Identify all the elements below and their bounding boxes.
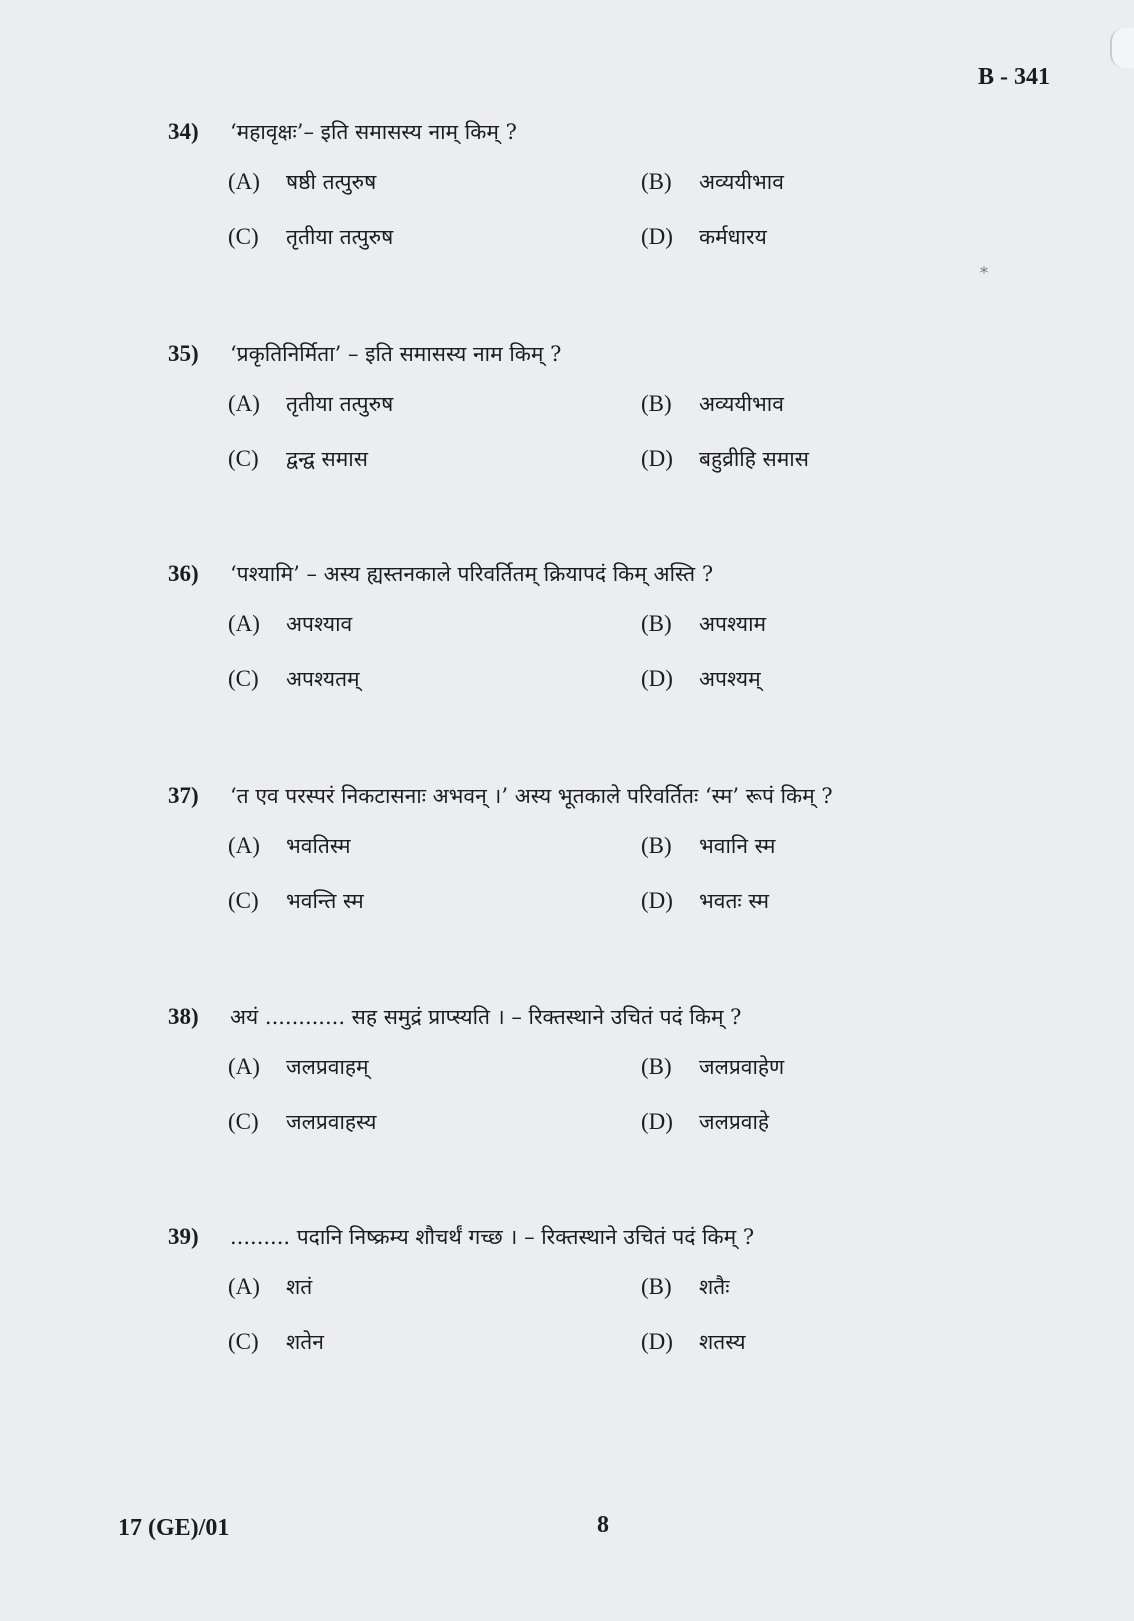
option-b (641, 390, 941, 418)
option-d (641, 445, 941, 473)
option-text: शतं (286, 1275, 313, 1299)
option-letter: (C) (228, 666, 259, 691)
option-a (228, 832, 641, 860)
option-text: शतेन (286, 1330, 324, 1354)
option-c (228, 1108, 641, 1136)
option-text: शतस्य (699, 1330, 746, 1354)
question-38 (168, 1003, 1028, 1136)
question-text: ‘प्रकृतिनिर्मिता’ – इति समासस्य नाम किम् ? (230, 342, 562, 366)
options (228, 168, 1028, 251)
question-number: 35) (168, 341, 199, 366)
option-a (228, 1053, 641, 1081)
option-b (641, 1273, 941, 1301)
option-text: बहुव्रीहि समास (699, 447, 809, 471)
question-text: ......... पदानि निष्क्रम्य शौचर्थं गच्छ । – रिक्तस्थाने उचितं पदं किम् ? (230, 1225, 755, 1249)
question-number: 34) (168, 119, 199, 144)
paper-edge-nick (1110, 28, 1134, 68)
paper-code: B - 341 (978, 64, 1050, 90)
option-text: अपश्यतम् (286, 667, 360, 691)
option-letter: (A) (228, 391, 260, 416)
option-text: अपश्याव (286, 612, 353, 636)
option-c (228, 223, 641, 251)
options (228, 1273, 1028, 1356)
options (228, 390, 1028, 473)
option-c (228, 445, 641, 473)
option-text: अपश्याम (699, 612, 767, 636)
option-b (641, 610, 941, 638)
option-d (641, 665, 941, 693)
option-text: भवतः स्म (699, 889, 770, 913)
option-letter: (C) (228, 446, 259, 471)
question-36 (168, 560, 1028, 693)
option-b (641, 168, 941, 196)
question-34 (168, 118, 1028, 251)
options (228, 832, 1028, 915)
option-letter: (C) (228, 1109, 259, 1134)
option-a (228, 1273, 641, 1301)
option-a (228, 390, 641, 418)
question-number: 36) (168, 561, 199, 586)
option-b (641, 1053, 941, 1081)
option-letter: (D) (641, 224, 673, 249)
page-number: 8 (597, 1512, 609, 1538)
option-text: भवानि स्म (699, 834, 776, 858)
option-text: जलप्रवाहम् (286, 1055, 369, 1079)
option-d (641, 887, 941, 915)
option-d (641, 1328, 941, 1356)
question-39 (168, 1223, 1028, 1356)
option-letter: (C) (228, 224, 259, 249)
option-text: अपश्यम् (699, 667, 761, 691)
option-letter: (A) (228, 169, 260, 194)
question-text: ‘महावृक्षः’– इति समासस्य नाम् किम् ? (230, 120, 517, 144)
options (228, 610, 1028, 693)
option-letter: (A) (228, 1274, 260, 1299)
option-d (641, 1108, 941, 1136)
option-letter: (C) (228, 888, 259, 913)
option-a (228, 610, 641, 638)
option-letter: (C) (228, 1329, 259, 1354)
option-letter: (B) (641, 391, 672, 416)
option-text: षष्ठी तत्पुरुष (286, 170, 377, 194)
option-text: जलप्रवाहेण (699, 1055, 785, 1079)
option-text: जलप्रवाहे (699, 1110, 770, 1134)
options (228, 1053, 1028, 1136)
option-d (641, 223, 941, 251)
option-text: अव्ययीभाव (699, 170, 784, 194)
option-letter: (B) (641, 169, 672, 194)
option-letter: (D) (641, 446, 673, 471)
footer-code: 17 (GE)/01 (118, 1515, 230, 1541)
question-text: ‘त एव परस्परं निकटासनाः अभवन् ।’ अस्य भूतकाले परिवर्तितः ‘स्म’ रूपं किम् ? (230, 784, 833, 808)
option-a (228, 168, 641, 196)
option-text: भवतिस्म (286, 834, 351, 858)
option-c (228, 665, 641, 693)
paper-speck: ⁎ (980, 258, 988, 277)
question-35 (168, 340, 1028, 473)
question-text: अयं ............ सह समुद्रं प्राप्स्यति । – रिक्तस्थाने उचितं पदं किम् ? (230, 1005, 742, 1029)
option-c (228, 887, 641, 915)
option-letter: (A) (228, 611, 260, 636)
option-letter: (D) (641, 1109, 673, 1134)
option-text: भवन्ति स्म (286, 889, 364, 913)
option-letter: (D) (641, 888, 673, 913)
option-letter: (B) (641, 1274, 672, 1299)
question-number: 37) (168, 783, 199, 808)
option-text: अव्ययीभाव (699, 392, 784, 416)
option-letter: (A) (228, 1054, 260, 1079)
option-text: कर्मधारय (699, 225, 767, 249)
option-letter: (D) (641, 666, 673, 691)
question-37 (168, 782, 1028, 915)
option-text: तृतीया तत्पुरुष (286, 392, 394, 416)
question-text: ‘पश्यामि’ – अस्य ह्यस्तनकाले परिवर्तितम् क्रियापदं किम् अस्ति ? (230, 562, 714, 586)
option-text: तृतीया तत्पुरुष (286, 225, 394, 249)
option-text: जलप्रवाहस्य (286, 1110, 377, 1134)
option-b (641, 832, 941, 860)
option-letter: (D) (641, 1329, 673, 1354)
option-letter: (A) (228, 833, 260, 858)
question-number: 39) (168, 1224, 199, 1249)
option-c (228, 1328, 641, 1356)
option-letter: (B) (641, 1054, 672, 1079)
question-number: 38) (168, 1004, 199, 1029)
option-text: शतैः (699, 1275, 730, 1299)
option-letter: (B) (641, 833, 672, 858)
option-text: द्वन्द्व समास (286, 447, 368, 471)
option-letter: (B) (641, 611, 672, 636)
